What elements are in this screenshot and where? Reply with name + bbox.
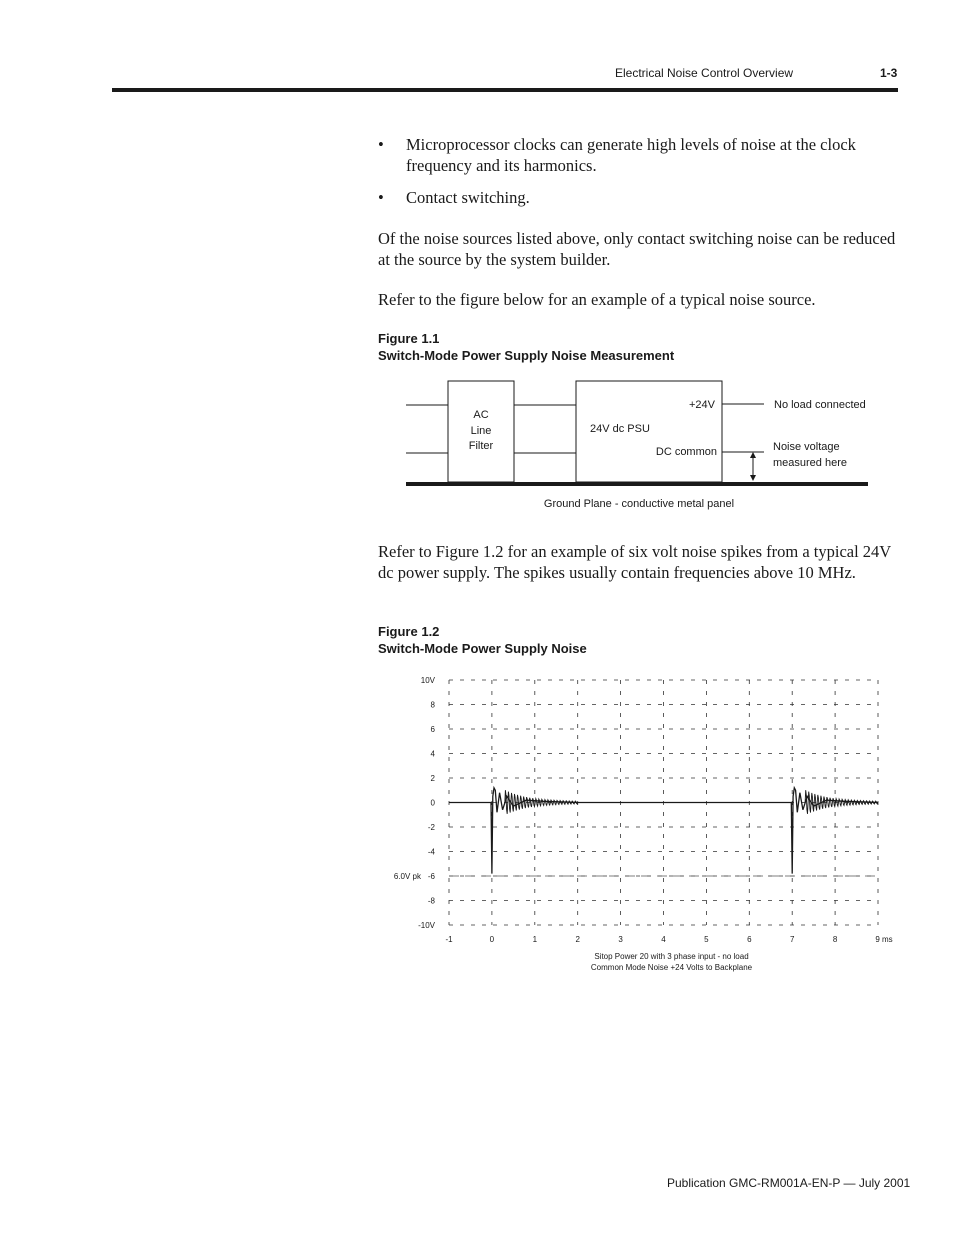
y-tick-label: 10V xyxy=(420,676,435,685)
y-tick-label: 6 xyxy=(430,725,435,734)
ringing-burst-second xyxy=(805,790,878,814)
y-tick-label: -10V xyxy=(418,921,435,930)
bullet-text: Microprocessor clocks can generate high levels of noise at the clock frequency and its harmonics. xyxy=(406,135,856,175)
noise-label-line1: Noise voltage xyxy=(773,441,840,453)
y-tick-label: 8 xyxy=(430,700,435,710)
x-tick-label: -1 xyxy=(445,935,453,944)
x-tick-label: 0 xyxy=(489,935,495,944)
arrow-head-down xyxy=(750,475,756,481)
bullet-dot: • xyxy=(378,135,384,154)
filter-label-line3: Filter xyxy=(468,440,494,452)
bullet-text: Contact switching. xyxy=(406,188,530,207)
x-tick-label: 4 xyxy=(661,935,666,944)
chart-annotation-line2: Common Mode Noise +24 Volts to Backplane xyxy=(590,963,753,972)
paragraph: Of the noise sources listed above, only contact switching noise can be reduced at the source by the system builder. xyxy=(378,229,896,269)
chart-annotation-line1: Sitop Power 20 with 3 phase input - no load xyxy=(594,952,749,961)
paragraph: Refer to Figure 1.2 for an example of six volt noise spikes from a typical 24V dc power supply. The spikes usually contain frequencies above 10 MHz. xyxy=(378,542,891,582)
x-axis-ticks xyxy=(445,935,892,944)
figure-1-caption xyxy=(378,330,674,364)
plus24-label: +24V xyxy=(689,399,715,411)
y-tick-label: 4 xyxy=(430,749,435,759)
x-tick-label: 9 ms xyxy=(875,935,893,944)
figure-1-title: Switch-Mode Power Supply Noise Measurement xyxy=(378,348,675,363)
figure-2-number: Figure 1.2 xyxy=(378,624,440,639)
x-tick-label: 1 xyxy=(532,935,538,944)
figure-1-number: Figure 1.1 xyxy=(378,331,440,346)
y-tick-label: -2 xyxy=(427,823,435,832)
ringing-burst-first xyxy=(505,790,578,814)
figure-2-caption xyxy=(378,623,587,657)
y-tick-label: -4 xyxy=(427,847,435,857)
noise-trace-series xyxy=(449,788,878,874)
x-tick-label: 6 xyxy=(747,935,752,944)
y-tick-label: 2 xyxy=(430,774,435,783)
x-tick-label: 7 xyxy=(789,935,795,944)
dc-common-label: DC common xyxy=(655,446,717,458)
page-number: 1-3 xyxy=(880,66,898,80)
header-rule xyxy=(112,88,898,92)
running-header-title: Electrical Noise Control Overview xyxy=(615,66,794,80)
bullet-dot: • xyxy=(378,188,384,207)
y-tick-label: -6 xyxy=(427,872,435,881)
x-tick-label: 2 xyxy=(575,935,580,944)
ground-plane-label: Ground Plane - conductive metal panel xyxy=(543,498,735,510)
x-tick-label: 3 xyxy=(618,935,623,944)
psu-label: 24V dc PSU xyxy=(590,423,650,435)
reference-label: 6.0V pk xyxy=(393,872,421,881)
x-tick-label: 8 xyxy=(832,935,838,944)
publication-footer: Publication GMC-RM001A-EN-P — July 2001 xyxy=(667,1176,911,1190)
ground-plane-bar xyxy=(406,482,868,486)
y-axis-ticks xyxy=(418,676,436,930)
filter-label-line2: Line xyxy=(470,425,492,437)
filter-label-line1: AC xyxy=(473,409,489,421)
noise-oscilloscope-chart xyxy=(385,668,900,978)
noise-label-line2: measured here xyxy=(773,457,847,469)
paragraph: Refer to the figure below for an example of a typical noise source. xyxy=(378,290,816,309)
figure-2-title: Switch-Mode Power Supply Noise xyxy=(378,641,587,656)
y-tick-label: 0 xyxy=(430,798,435,808)
y-tick-label: -8 xyxy=(427,896,435,906)
psu-noise-measurement-diagram xyxy=(378,372,878,517)
no-load-label: No load connected xyxy=(774,399,866,411)
x-tick-label: 5 xyxy=(704,935,709,944)
arrow-head-up xyxy=(750,452,756,458)
